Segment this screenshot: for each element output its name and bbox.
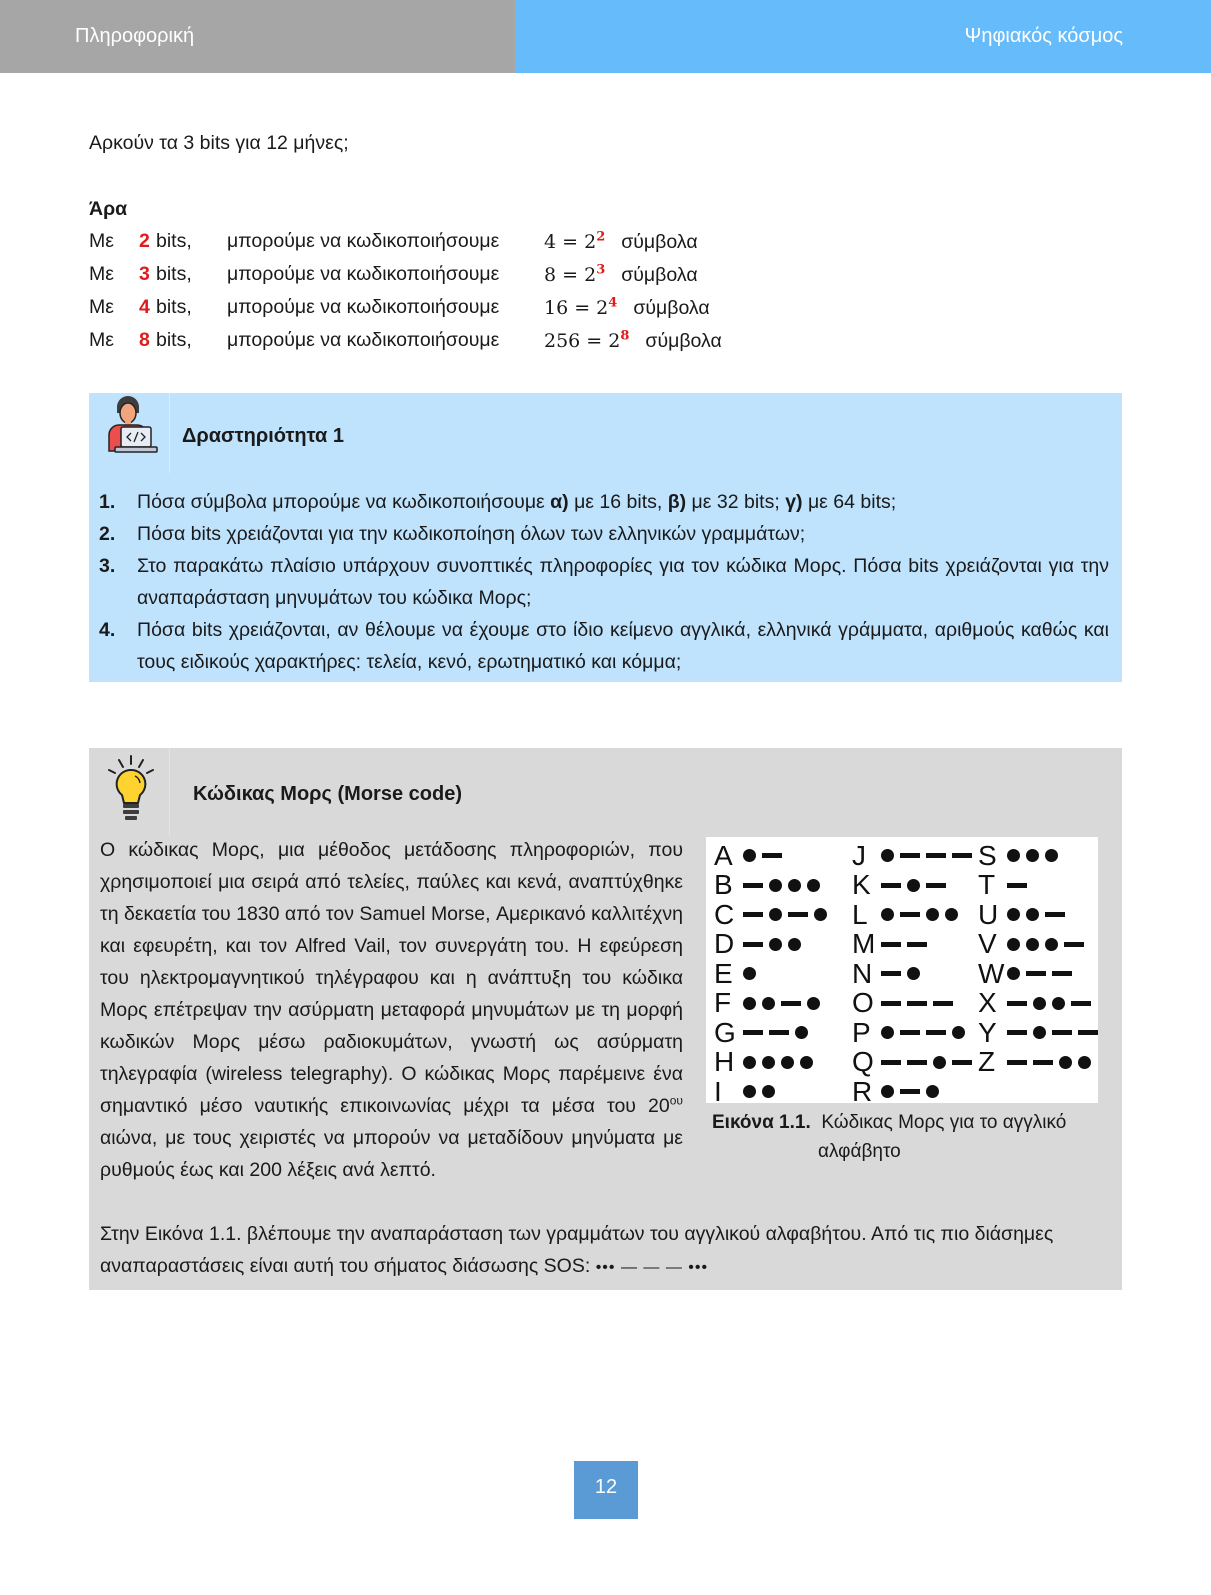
item-text: με 64 bits; bbox=[802, 491, 897, 513]
morse-letter-row bbox=[978, 1048, 1101, 1078]
power-group bbox=[544, 296, 710, 320]
morse-dot bbox=[762, 997, 775, 1010]
morse-dot bbox=[788, 938, 801, 951]
morse-dot bbox=[1033, 997, 1046, 1010]
morse-letter-row bbox=[852, 959, 975, 989]
morse-dot bbox=[1007, 967, 1020, 980]
item-number: 2. bbox=[99, 523, 116, 545]
morse-dash bbox=[769, 1030, 789, 1035]
morse-paragraph-text-b: αιώνα, με τους χειριστές να μπορούν να μεταδίδουν μηνύματα με ρυθμούς έως και 200 λέξεις ανά λεπτό. bbox=[100, 1127, 683, 1181]
power-exponent: 2 bbox=[596, 230, 606, 245]
activity-box bbox=[89, 393, 1122, 682]
morse-letter: C bbox=[714, 898, 735, 930]
morse-dot bbox=[1052, 997, 1065, 1010]
morse-letter: O bbox=[852, 987, 874, 1019]
morse-dot bbox=[907, 967, 920, 980]
morse-letter-row bbox=[852, 841, 975, 871]
item-number: 1. bbox=[99, 491, 116, 513]
morse-dot bbox=[762, 1056, 775, 1069]
page-number: 12 bbox=[574, 1461, 638, 1519]
morse-column bbox=[852, 841, 975, 1107]
morse-dot bbox=[1045, 938, 1058, 951]
item-text: Πόσα bits χρειάζονται για την κωδικοποίηση όλων των ελληνικών γραμμάτων; bbox=[137, 523, 806, 545]
morse-letter: J bbox=[852, 839, 866, 871]
morse-letter: K bbox=[852, 869, 871, 901]
morse-dot bbox=[1033, 1026, 1046, 1039]
morse-dot bbox=[907, 879, 920, 892]
morse-dot bbox=[1026, 849, 1039, 862]
morse-letter-row bbox=[714, 1048, 830, 1078]
morse-dot bbox=[952, 1026, 965, 1039]
morse-dash bbox=[933, 1001, 953, 1006]
morse-dot bbox=[800, 1056, 813, 1069]
morse-letter-row bbox=[852, 871, 975, 901]
morse-dot bbox=[807, 997, 820, 1010]
morse-letter-row bbox=[714, 900, 830, 930]
morse-letter-row bbox=[852, 930, 975, 960]
morse-letter-row bbox=[978, 930, 1101, 960]
morse-dash bbox=[1026, 971, 1046, 976]
row-verb: μπορούμε να κωδικοποιήσουμε bbox=[227, 230, 500, 252]
morse-dot bbox=[788, 879, 801, 892]
morse-dash bbox=[743, 942, 763, 947]
bits-row bbox=[89, 230, 849, 262]
morse-dash bbox=[1007, 1030, 1027, 1035]
morse-letter-row bbox=[852, 900, 975, 930]
row-prefix: Με bbox=[89, 263, 114, 285]
power-expression bbox=[544, 297, 617, 319]
morse-dot bbox=[881, 1026, 894, 1039]
bits-row bbox=[89, 263, 849, 295]
morse-letter-row bbox=[978, 959, 1101, 989]
row-verb: μπορούμε να κωδικοποιήσουμε bbox=[227, 329, 500, 351]
morse-dash bbox=[926, 1030, 946, 1035]
morse-dash bbox=[1007, 883, 1027, 888]
bits-row bbox=[89, 329, 849, 361]
morse-dot bbox=[807, 879, 820, 892]
morse-letter: D bbox=[714, 928, 735, 960]
morse-dot bbox=[814, 908, 827, 921]
bits-label: bits, bbox=[156, 296, 192, 318]
morse-dot bbox=[769, 908, 782, 921]
morse-dash bbox=[881, 971, 901, 976]
morse-letter: A bbox=[714, 839, 733, 871]
morse-letter: S bbox=[978, 839, 997, 871]
power-expression bbox=[544, 264, 605, 286]
power-group bbox=[544, 263, 698, 287]
morse-dot bbox=[1059, 1056, 1072, 1069]
morse-letter-row bbox=[714, 959, 830, 989]
morse-dash bbox=[1033, 1060, 1053, 1065]
morse-letter: R bbox=[852, 1075, 873, 1107]
page-header bbox=[0, 0, 1211, 73]
caption-label: Εικόνα 1.1. bbox=[712, 1112, 811, 1133]
morse-letter: M bbox=[852, 928, 876, 960]
morse-letter: L bbox=[852, 898, 868, 930]
morse-dot bbox=[1007, 908, 1020, 921]
item-text: Πόσα bits χρειάζονται, αν θέλουμε να έχουμε στο ίδιο κείμενο αγγλικά, ελληνικά γράμματα, αριθμούς καθώς και τους ειδικούς χαρακτήρες: τελεία, κενό, ερωτηματικό και κόμμα; bbox=[137, 619, 1109, 673]
morse-paragraph bbox=[100, 834, 683, 1186]
item-number: 3. bbox=[99, 555, 116, 577]
header-chapter: Ψηφιακός κόσμος bbox=[515, 0, 1211, 73]
item-text: με 16 bits, bbox=[568, 491, 668, 513]
morse-dot bbox=[1078, 1056, 1091, 1069]
morse-letter: Y bbox=[978, 1016, 997, 1048]
morse-dash bbox=[881, 1001, 901, 1006]
symbols-label: σύμβολα bbox=[645, 330, 722, 353]
morse-dash bbox=[788, 912, 808, 917]
power-value: 8 = 2 bbox=[544, 264, 597, 287]
bits-label: bits, bbox=[156, 263, 192, 285]
morse-dash bbox=[907, 1001, 927, 1006]
morse-dot bbox=[743, 997, 756, 1010]
ordinal-superscript: ου bbox=[669, 1093, 683, 1108]
morse-dot bbox=[743, 1056, 756, 1069]
bits-label: bits, bbox=[156, 230, 192, 252]
lightbulb-icon bbox=[101, 754, 161, 824]
morse-alphabet-figure bbox=[706, 837, 1098, 1107]
symbols-label: σύμβολα bbox=[633, 297, 710, 320]
morse-dash bbox=[900, 853, 920, 858]
morse-dot bbox=[881, 1085, 894, 1098]
morse-dash bbox=[881, 942, 901, 947]
power-expression bbox=[544, 231, 605, 253]
ara-heading: Άρα bbox=[89, 198, 128, 220]
morse-letter-row bbox=[714, 1077, 830, 1107]
morse-letter: G bbox=[714, 1016, 736, 1048]
intro-question: Αρκούν τα 3 bits για 12 μήνες; bbox=[89, 132, 349, 154]
morse-dash bbox=[900, 912, 920, 917]
caption-text-line2: αλφάβητο bbox=[818, 1141, 901, 1162]
morse-dash bbox=[907, 1060, 927, 1065]
morse-dot bbox=[1007, 849, 1020, 862]
item-text: με 32 bits; bbox=[686, 491, 786, 513]
morse-dot bbox=[1026, 938, 1039, 951]
option-label: α) bbox=[550, 491, 569, 513]
bits-label: bits, bbox=[156, 329, 192, 351]
morse-dot bbox=[769, 938, 782, 951]
activity-item bbox=[99, 486, 1109, 518]
power-exponent: 8 bbox=[620, 329, 630, 344]
morse-letter-row bbox=[714, 871, 830, 901]
info-icon-cell bbox=[89, 748, 170, 836]
morse-dash bbox=[1007, 1060, 1027, 1065]
morse-dot bbox=[933, 1056, 946, 1069]
power-expression bbox=[544, 330, 629, 352]
morse-dot bbox=[881, 908, 894, 921]
morse-dot bbox=[1026, 908, 1039, 921]
morse-dash bbox=[1045, 912, 1065, 917]
bits-count: 4 bbox=[139, 296, 150, 318]
developer-laptop-icon bbox=[103, 393, 163, 455]
power-group bbox=[544, 230, 698, 254]
row-prefix: Με bbox=[89, 329, 114, 351]
morse-dot bbox=[1007, 938, 1020, 951]
morse-letter-row bbox=[852, 1077, 975, 1107]
morse-dot bbox=[781, 1056, 794, 1069]
morse-letter: N bbox=[852, 957, 873, 989]
morse-dash bbox=[952, 1060, 972, 1065]
morse-letter: Q bbox=[852, 1046, 874, 1078]
morse-dash bbox=[1071, 1001, 1091, 1006]
sos-signal: ••• — — — ••• bbox=[595, 1259, 709, 1276]
morse-dot bbox=[769, 879, 782, 892]
morse-dash bbox=[900, 1089, 920, 1094]
morse-column bbox=[714, 841, 830, 1107]
item-number: 4. bbox=[99, 619, 116, 641]
activity-item bbox=[99, 550, 1109, 614]
morse-letter: Z bbox=[978, 1046, 996, 1078]
power-value: 256 = 2 bbox=[544, 330, 621, 353]
morse-dash bbox=[952, 853, 972, 858]
morse-dot bbox=[945, 908, 958, 921]
bits-count: 8 bbox=[139, 329, 150, 351]
row-verb: μπορούμε να κωδικοποιήσουμε bbox=[227, 296, 500, 318]
morse-dot bbox=[743, 1085, 756, 1098]
figure-caption bbox=[706, 1108, 1106, 1166]
symbols-label: σύμβολα bbox=[621, 231, 698, 254]
morse-info-box bbox=[89, 748, 1122, 1290]
activity-item bbox=[99, 518, 1109, 550]
morse-letter-row bbox=[978, 871, 1101, 901]
morse-paragraph-text-a: Ο κώδικας Μορς, μια μέθοδος μετάδοσης πληροφοριών, που χρησιμοποιεί μια σειρά από τελείες, παύλες και κενά, αναπτύχθηκε τη δεκαετία του 1830 από τον Samuel Morse, Αμερικανό καλλιτέχνη και εφευρέτη, και τον Alfred Vail, τον συνεργάτη του. Η εφεύρεση του ηλεκτρομαγνητικού τηλέγραφου και η ανάπτυξη του κώδικα Μορς επέτρεψαν την ασύρματη μεταφορά μηνυμάτων με τη μορφή κωδικών Μορς μέσω ραδιοκυμάτων, γνωστή ως ασύρματη τηλεγραφία (wireless telegraphy). Ο κώδικας Μορς παρέμεινε ένα σημαντικό μέσο ναυτικής επικοινωνίας μέχρι τα μέσα του 20 bbox=[100, 839, 683, 1117]
morse-dash bbox=[881, 883, 901, 888]
caption-text: Κώδικας Μορς για το αγγλικό bbox=[821, 1112, 1067, 1133]
morse-letter-row bbox=[714, 1018, 830, 1048]
morse-dash bbox=[900, 1030, 920, 1035]
sos-paragraph bbox=[100, 1218, 1110, 1284]
morse-dash bbox=[762, 853, 782, 858]
morse-dash bbox=[1064, 942, 1084, 947]
morse-letter: I bbox=[714, 1075, 722, 1107]
morse-dash bbox=[907, 942, 927, 947]
morse-dash bbox=[926, 853, 946, 858]
power-value: 4 = 2 bbox=[544, 231, 597, 254]
morse-dash bbox=[926, 883, 946, 888]
morse-column bbox=[978, 841, 1101, 1077]
morse-letter: P bbox=[852, 1016, 871, 1048]
morse-dash bbox=[781, 1001, 801, 1006]
morse-dash bbox=[743, 1030, 763, 1035]
morse-dash bbox=[1078, 1030, 1098, 1035]
power-group bbox=[544, 329, 722, 353]
morse-letter: X bbox=[978, 987, 997, 1019]
symbols-label: σύμβολα bbox=[621, 264, 698, 287]
option-label: β) bbox=[667, 491, 687, 513]
row-prefix: Με bbox=[89, 230, 114, 252]
morse-dash bbox=[743, 912, 763, 917]
morse-dot bbox=[881, 849, 894, 862]
morse-letter-row bbox=[978, 841, 1101, 871]
morse-letter: W bbox=[978, 957, 1005, 989]
morse-letter-row bbox=[978, 1018, 1101, 1048]
morse-dot bbox=[743, 967, 756, 980]
item-text: Στο παρακάτω πλαίσιο υπάρχουν συνοπτικές πληροφορίες για τον κώδικα Μορς. Πόσα bits χρειάζονται για την αναπαράσταση μηνυμάτων του κώδικα Μορς; bbox=[137, 555, 1109, 609]
morse-dot bbox=[743, 849, 756, 862]
power-value: 16 = 2 bbox=[544, 297, 609, 320]
morse-letter-row bbox=[978, 900, 1101, 930]
header-subject: Πληροφορική bbox=[0, 0, 515, 73]
morse-dot bbox=[926, 1085, 939, 1098]
power-exponent: 4 bbox=[608, 296, 618, 311]
morse-dot bbox=[926, 908, 939, 921]
morse-letter-row bbox=[852, 1018, 975, 1048]
activity-list bbox=[99, 486, 1109, 678]
activity-icon-cell bbox=[89, 393, 170, 473]
morse-letter: E bbox=[714, 957, 733, 989]
activity-item bbox=[99, 614, 1109, 678]
morse-title: Κώδικας Μορς (Morse code) bbox=[193, 783, 462, 805]
morse-letter-row bbox=[714, 930, 830, 960]
bits-count: 2 bbox=[139, 230, 150, 252]
morse-letter: F bbox=[714, 987, 732, 1019]
morse-letter: H bbox=[714, 1046, 735, 1078]
morse-letter: B bbox=[714, 869, 733, 901]
morse-letter-row bbox=[852, 989, 975, 1019]
morse-letter-row bbox=[714, 841, 830, 871]
morse-dot bbox=[1045, 849, 1058, 862]
morse-dash bbox=[881, 1060, 901, 1065]
morse-letter-row bbox=[978, 989, 1101, 1019]
morse-letter: T bbox=[978, 869, 996, 901]
row-verb: μπορούμε να κωδικοποιήσουμε bbox=[227, 263, 500, 285]
morse-dash bbox=[743, 883, 763, 888]
item-text: Πόσα σύμβολα μπορούμε να κωδικοποιήσουμε bbox=[137, 491, 551, 513]
morse-letter-row bbox=[852, 1048, 975, 1078]
row-prefix: Με bbox=[89, 296, 114, 318]
morse-dot bbox=[795, 1026, 808, 1039]
bits-row bbox=[89, 296, 849, 328]
sos-paragraph-text: Στην Εικόνα 1.1. βλέπουμε την αναπαράσταση των γραμμάτων του αγγλικού αλφαβήτου. Από τις πιο διάσημες αναπαραστάσεις είναι αυτή του σήματος διάσωσης SOS: bbox=[100, 1223, 1054, 1277]
power-exponent: 3 bbox=[596, 263, 606, 278]
morse-letter: V bbox=[978, 928, 997, 960]
morse-dash bbox=[1007, 1001, 1027, 1006]
morse-dash bbox=[1052, 971, 1072, 976]
morse-dash bbox=[1052, 1030, 1072, 1035]
morse-letter: U bbox=[978, 898, 999, 930]
activity-title: Δραστηριότητα 1 bbox=[182, 425, 344, 447]
morse-dot bbox=[762, 1085, 775, 1098]
option-label: γ) bbox=[785, 491, 803, 513]
morse-letter-row bbox=[714, 989, 830, 1019]
bits-count: 3 bbox=[139, 263, 150, 285]
